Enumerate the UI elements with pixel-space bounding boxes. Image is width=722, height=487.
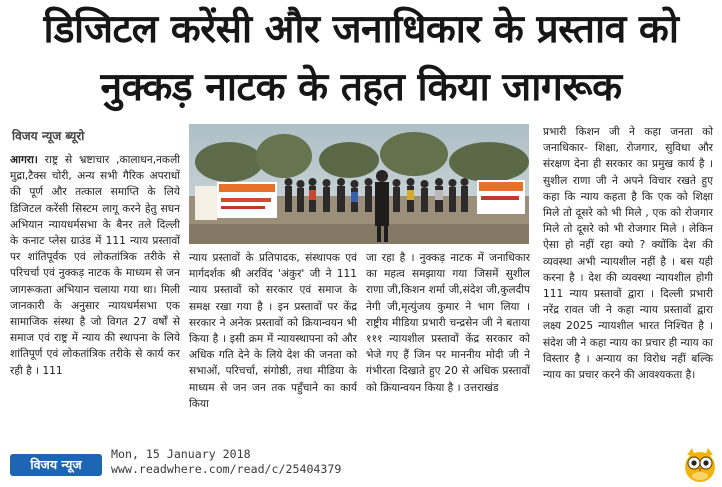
publication-logo[interactable]: विजय न्यूज	[10, 454, 102, 476]
article-column-4: प्रभारी किशन जी ने कहा जनता को जनाधिकार- शिक्षा, रोजगार, सुविधा और संरक्षण देना ही सरकार का प्रमुख कार्य है । सुशील राणा जी ने अपने विचार रखते हुए कहा कि न्याय कहता है कि एक को शिक्षा मिले तो दूसरे को भी मिले , एक को रोजगार मिले तो दूसरे को भी रोजगार मिले । लेकिन ऐसा हो नहीं रहा क्यो ? क्योंकि देश की व्यवस्था अभी न्यायशील नहीं है । बस यही करना है । देश की व्यवस्था न्यायशील होगी 111 न्याय प्रस्तावों द्वारा । दिल्ली प्रभारी नरेंद्र रावत जी ने कहा न्याय प्रस्तावों द्वारा लक्ष्य 2025 न्यायशील भारत निश्चित है । संदेश जी ने कहा न्याय का प्रचार ही न्याय का विस्तार है । अन्याय का विरोध नहीं बल्कि न्याय का प्रचार करने की आवश्यकता है।	[543, 126, 713, 382]
event-photo	[189, 124, 529, 244]
article-column-3: जा रहा है । नुक्कड़ नाटक में जनाधिकार का महत्व समझाया गया जिसमें सुशील राणा जी,किशन शर्मा जी,संदेश जी,कुलदीप नेगी जी,मृत्युंजय कुमार ने भाग लिया । राष्ट्रीय मीडिया प्रभारी चन्द्रसेन जी ने बताया १११ न्यायशील प्रस्तावों केंद्र सरकार को भेजे गए हैं जिन पर माननीय मोदी जी ने गंभीरता दिखाते हुए 20 से अधिक प्रस्तावों को क्रियान्वयन किया है । उत्तराखंड	[366, 252, 530, 394]
footer-stamp	[111, 447, 341, 477]
article-column-1	[10, 152, 180, 442]
headline-line-1: डिजिटल करेंसी और जनाधिकार के प्रस्ताव को	[43, 7, 679, 52]
source-url[interactable]: www.readwhere.com/read/c/25404379	[111, 462, 342, 476]
event-photo-illustration	[189, 124, 529, 244]
byline: विजय न्यूज ब्यूरो	[12, 129, 85, 143]
article-column-2: न्याय प्रस्तावों के प्रतिपादक, संस्थापक एवं मार्गदर्शक श्री अरविंद 'अंकुर' जी ने 111 न्याय प्रस्तावों को सरकार एवं समाज के समक्ष रखा गया है । इन प्रस्तावों पर केंद्र सरकार ने अनेक प्रस्तावों को क्रियान्वयन भी किया है । इसी क्रम में न्यायस्थापना को और अधिक गति देने के लिये देश की जनता को सभाओं, परिचर्चा, संगोष्ठी, तथा मीडिया के माध्यम से जन जन तक पहुँचाने का कार्य किया	[189, 252, 357, 410]
column-1-text: राष्ट्र से भ्रष्टाचार ,कालाधन,नकली मुद्रा,टैक्स चोरी, अन्य सभी गैरिक अपराधों की पूर्ण और तत्काल समाप्ति के लिये डिजिटल करेंसी सिस्टम लागू करने हेतु सघन अभियान न्यायधर्मसभा के बैनर तले दिल्ली के कनाट प्लेस ग्राउंड में 111 न्याय प्रस्तावों पर शांतिपूर्वक एवं लोकतांत्रिक तरीके से परिचर्चा एवं नुक्कड़ नाटक के माध्यम से जन जागरूकता अभियान चलाया गया था। मिली जानकारी के अनुसार न्यायधर्मसभा एक सामाजिक संस्था है जो विगत 27 वर्षों से समाज एवं राष्ट्र में न्याय की स्थापना के लिये शांतिपूर्ण एवं लोकतांत्रिक तरीके से कार्य कर रही है । 111	[10, 154, 180, 377]
publication-date: Mon, 15 January 2018	[111, 447, 251, 461]
dateline: आगरा।	[10, 154, 38, 166]
headline-line-2: नुक्कड़ नाटक के तहत किया जागरूक	[100, 65, 622, 110]
owl-icon	[682, 445, 718, 483]
footer-bar	[0, 443, 722, 487]
